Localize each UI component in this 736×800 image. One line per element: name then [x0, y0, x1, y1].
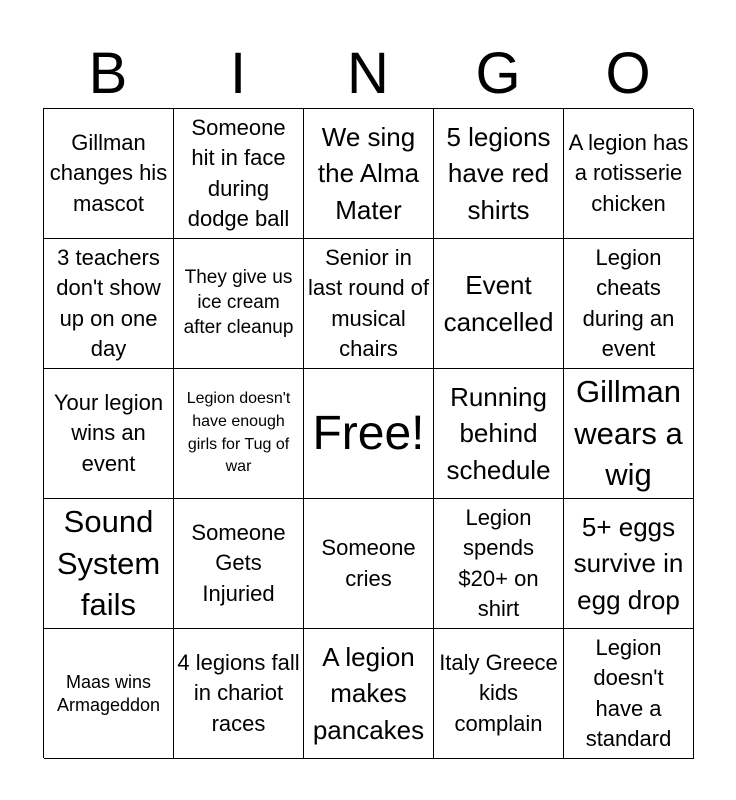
header-letter-n: N — [347, 41, 389, 106]
bingo-cell-r2-c2[interactable] — [174, 239, 304, 369]
bingo-board — [43, 108, 693, 758]
bingo-cell-r1-c2[interactable] — [174, 109, 304, 239]
cell-text: Someone Gets Injuried — [191, 520, 286, 606]
bingo-cell-r5-c4[interactable] — [434, 629, 564, 759]
bingo-cell-r5-c5[interactable] — [564, 629, 694, 759]
cell-text: A legion has a rotisserie chicken — [568, 130, 689, 216]
bingo-cell-free[interactable] — [304, 369, 434, 499]
cell-text: Event cancelled — [443, 270, 554, 337]
cell-text: Running behind schedule — [446, 381, 551, 485]
cell-text: 5 legions have red shirts — [446, 121, 551, 225]
cell-text: Someone cries — [321, 535, 416, 591]
bingo-cell-r2-c1[interactable] — [44, 239, 174, 369]
bingo-cell-r1-c5[interactable] — [564, 109, 694, 239]
cell-text: We sing the Alma Mater — [317, 121, 420, 225]
cell-text: Legion spends $20+ on shirt — [458, 505, 539, 621]
cell-text: Legion cheats during an event — [582, 245, 675, 361]
bingo-cell-r2-c5[interactable] — [564, 239, 694, 369]
cell-text: Legion doesn't have enough girls for Tug of war — [186, 390, 291, 476]
bingo-cell-r3-c1[interactable] — [44, 369, 174, 499]
bingo-cell-r5-c3[interactable] — [304, 629, 434, 759]
cell-text: Legion doesn't have a standard — [585, 635, 672, 751]
bingo-cell-r4-c1[interactable] — [44, 499, 174, 629]
cell-text: Sound System fails — [56, 503, 161, 623]
bingo-header — [43, 40, 693, 108]
bingo-cell-r1-c3[interactable] — [304, 109, 434, 239]
cell-text: They give us ice cream after cleanup — [183, 267, 294, 338]
bingo-cell-r3-c5[interactable] — [564, 369, 694, 499]
bingo-cell-r2-c3[interactable] — [304, 239, 434, 369]
bingo-cell-r4-c2[interactable] — [174, 499, 304, 629]
cell-text: 4 legions fall in chariot races — [177, 650, 300, 736]
bingo-cell-r1-c4[interactable] — [434, 109, 564, 239]
bingo-cell-r5-c1[interactable] — [44, 629, 174, 759]
header-letter-i: I — [229, 41, 247, 106]
cell-text: Your legion wins an event — [53, 390, 164, 476]
bingo-cell-r4-c4[interactable] — [434, 499, 564, 629]
cell-text: Free! — [312, 406, 425, 460]
cell-text: Senior in last round of musical chairs — [307, 245, 430, 361]
cell-text: A legion makes pancakes — [312, 641, 425, 745]
cell-text: Someone hit in face during dodge ball — [187, 115, 290, 231]
cell-text: 3 teachers don't show up on one day — [56, 245, 161, 361]
bingo-cell-r5-c2[interactable] — [174, 629, 304, 759]
cell-text: Maas wins Armageddon — [56, 672, 161, 715]
bingo-cell-r2-c4[interactable] — [434, 239, 564, 369]
cell-text: Italy Greece kids complain — [439, 650, 558, 736]
bingo-cell-r4-c5[interactable] — [564, 499, 694, 629]
cell-text: Gillman wears a wig — [574, 373, 683, 493]
cell-text: Gillman changes his mascot — [49, 130, 168, 216]
bingo-cell-r3-c4[interactable] — [434, 369, 564, 499]
bingo-cell-r3-c2[interactable] — [174, 369, 304, 499]
header-letter-o: O — [605, 41, 651, 106]
bingo-cell-r1-c1[interactable] — [44, 109, 174, 239]
header-letter-b: B — [88, 41, 128, 106]
cell-text: 5+ eggs survive in egg drop — [573, 511, 684, 615]
header-letter-g: G — [475, 41, 521, 106]
bingo-cell-r4-c3[interactable] — [304, 499, 434, 629]
